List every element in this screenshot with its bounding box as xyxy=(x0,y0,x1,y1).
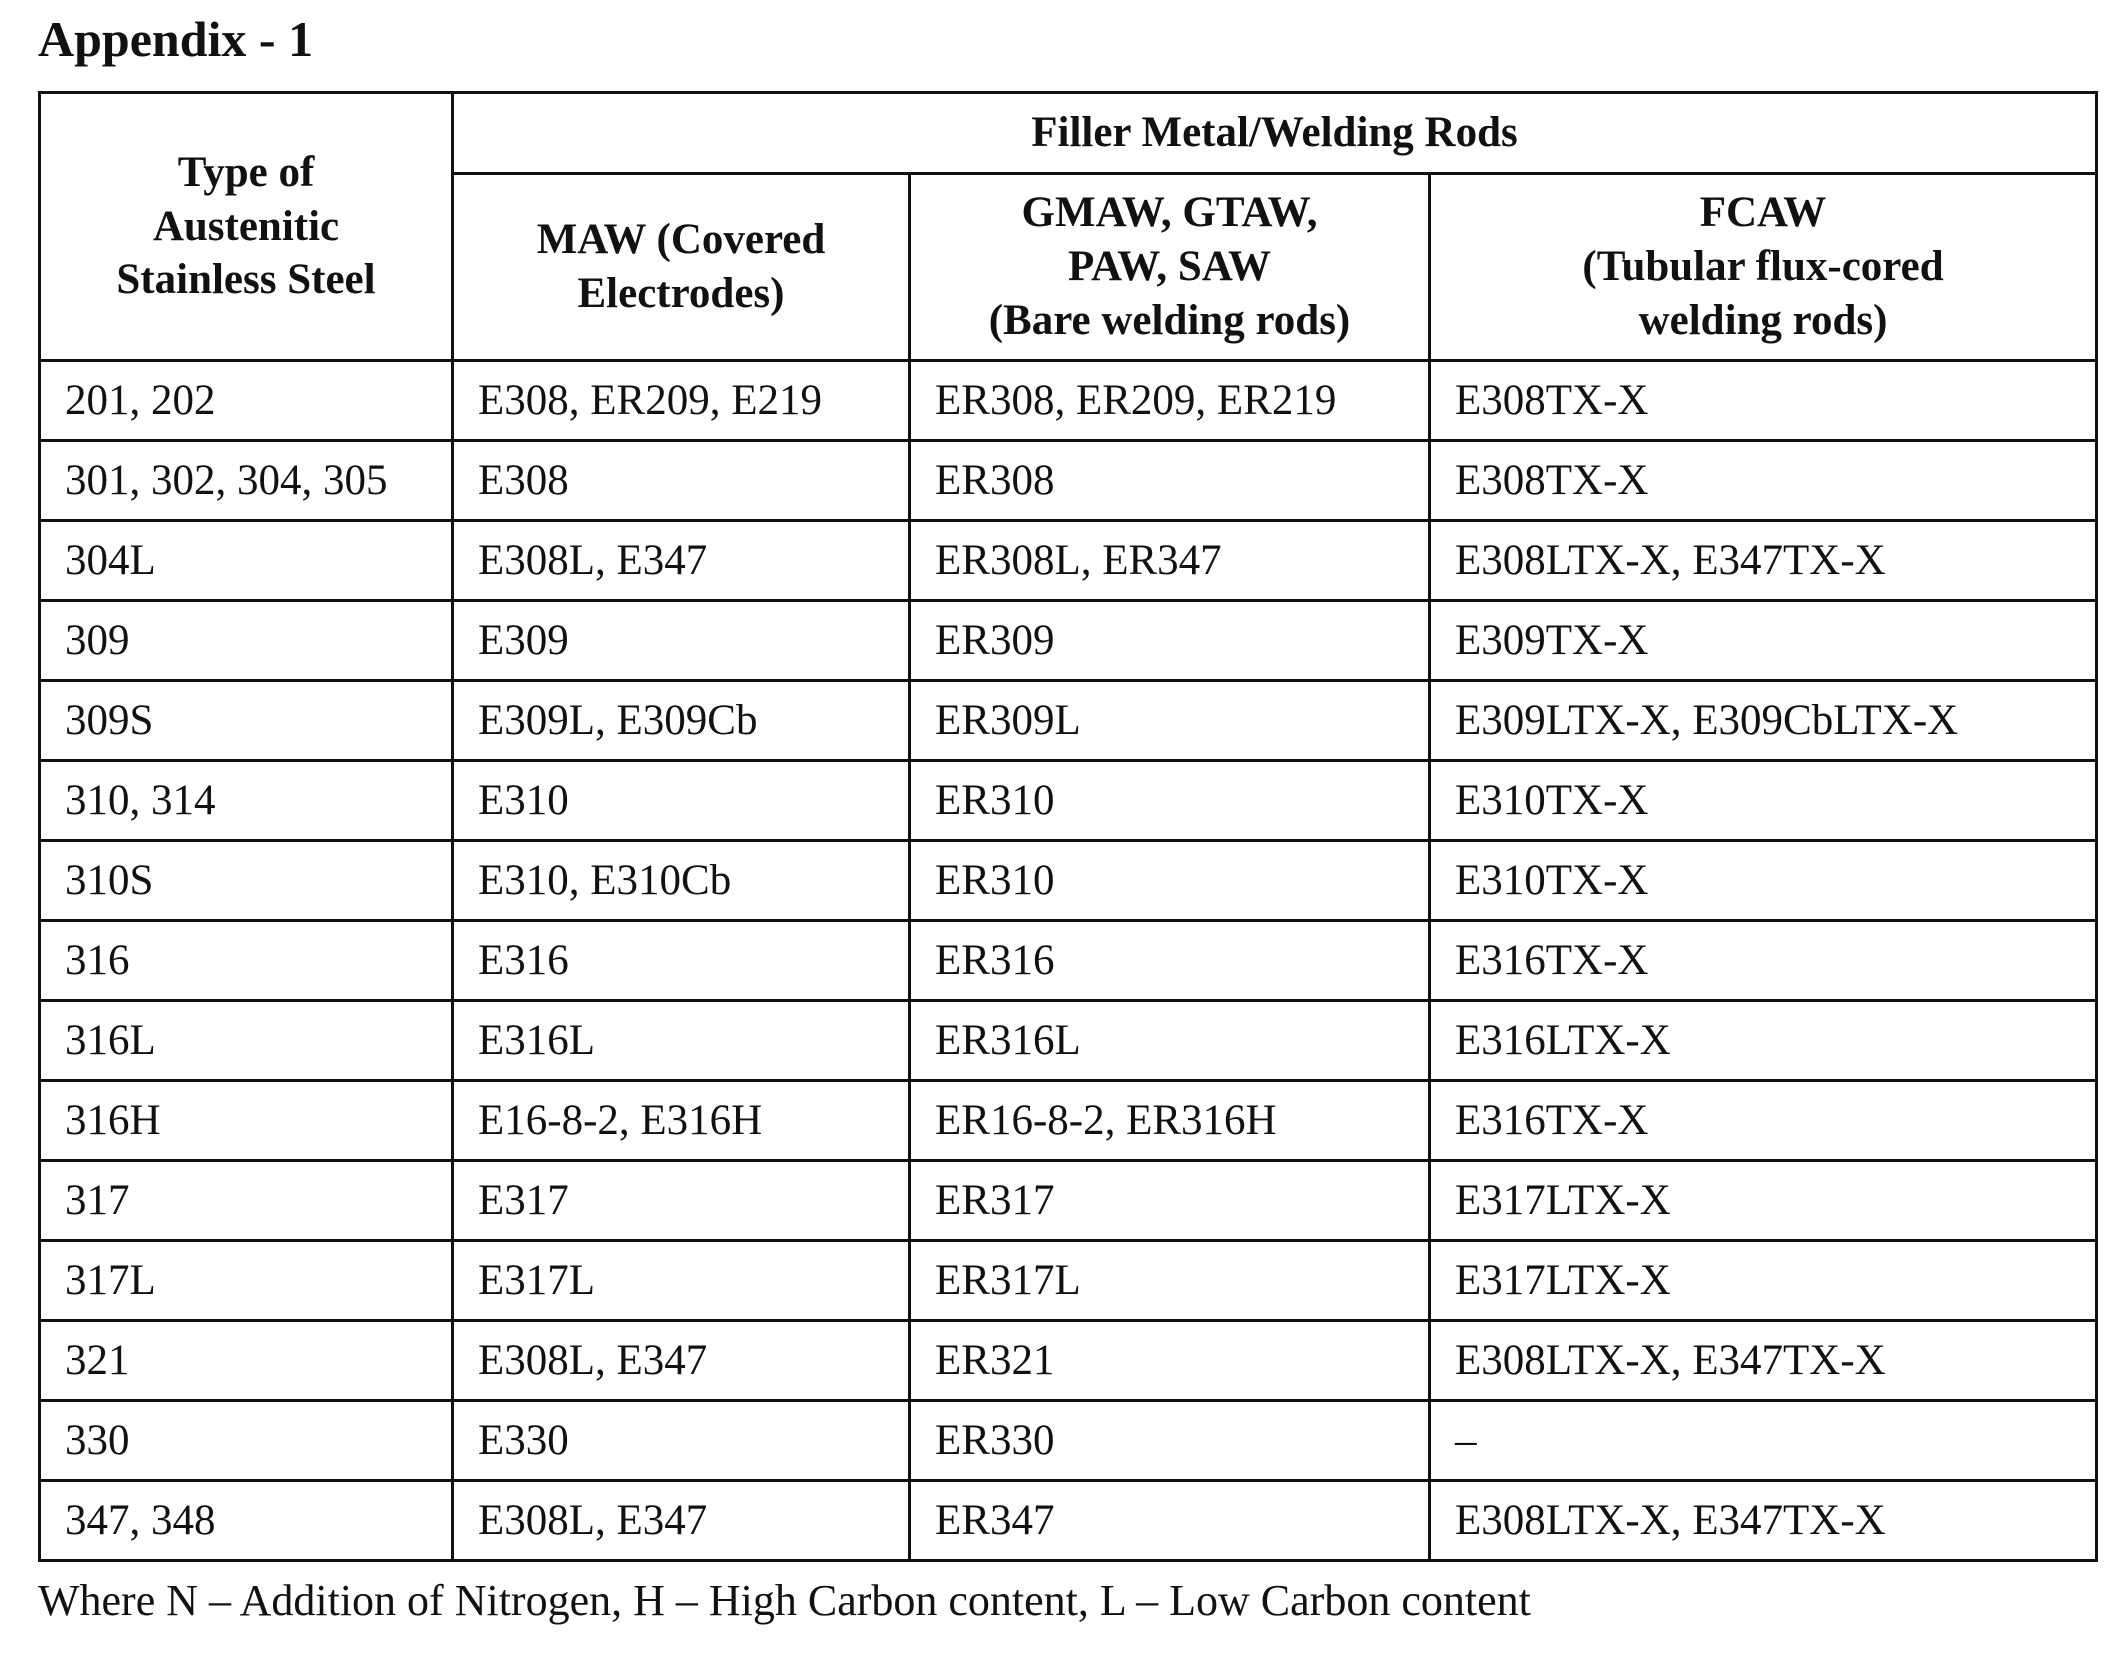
fcaw-cell: E316LTX-X xyxy=(1430,1001,2097,1081)
gmaw-column-header xyxy=(910,174,1430,361)
gmaw-header-line: PAW, SAW xyxy=(1067,243,1272,291)
maw-header-line: Electrodes) xyxy=(577,270,785,317)
steel-type-cell: 316L xyxy=(40,1001,453,1081)
steel-type-cell: 309S xyxy=(40,681,453,761)
table-row xyxy=(40,441,2097,521)
steel-type-cell: 317L xyxy=(40,1241,453,1321)
steel-type-header-line: Type of xyxy=(177,148,315,196)
steel-type-header xyxy=(40,93,453,361)
maw-cell: E330 xyxy=(453,1401,910,1481)
fcaw-cell: E309TX-X xyxy=(1430,601,2097,681)
gmaw-cell: ER330 xyxy=(910,1401,1430,1481)
steel-type-cell: 310, 314 xyxy=(40,761,453,841)
gmaw-header-line: (Bare welding rods) xyxy=(988,296,1351,344)
fcaw-cell: E316TX-X xyxy=(1430,1081,2097,1161)
gmaw-cell: ER308L, ER347 xyxy=(910,521,1430,601)
table-row xyxy=(40,761,2097,841)
gmaw-cell: ER309 xyxy=(910,601,1430,681)
gmaw-cell: ER317L xyxy=(910,1241,1430,1321)
table-row xyxy=(40,1321,2097,1401)
filler-metal-group-header: Filler Metal/Welding Rods xyxy=(453,93,2097,174)
page-title: Appendix - 1 xyxy=(38,11,314,67)
gmaw-cell: ER316L xyxy=(910,1001,1430,1081)
table-row xyxy=(40,841,2097,921)
fcaw-cell: E310TX-X xyxy=(1430,841,2097,921)
fcaw-cell: E308TX-X xyxy=(1430,361,2097,441)
fcaw-cell: E310TX-X xyxy=(1430,761,2097,841)
fcaw-cell: E308LTX-X, E347TX-X xyxy=(1430,1321,2097,1401)
fcaw-cell: E317LTX-X xyxy=(1430,1241,2097,1321)
table-row xyxy=(40,361,2097,441)
steel-type-cell: 330 xyxy=(40,1401,453,1481)
table-row xyxy=(40,1241,2097,1321)
footnote: Where N – Addition of Nitrogen, H – High Carbon content, L – Low Carbon content xyxy=(38,1576,1531,1625)
table-row xyxy=(40,1081,2097,1161)
maw-cell: E317 xyxy=(453,1161,910,1241)
header-row-group xyxy=(40,93,2097,174)
fcaw-column-header xyxy=(1430,174,2097,361)
fcaw-cell: E308LTX-X, E347TX-X xyxy=(1430,1481,2097,1561)
steel-type-cell: 201, 202 xyxy=(40,361,453,441)
steel-type-cell: 310S xyxy=(40,841,453,921)
maw-column-header xyxy=(453,174,910,361)
gmaw-cell: ER310 xyxy=(910,841,1430,921)
steel-type-cell: 316H xyxy=(40,1081,453,1161)
steel-type-header-line: Stainless Steel xyxy=(116,256,376,304)
table-row xyxy=(40,921,2097,1001)
steel-type-cell: 316 xyxy=(40,921,453,1001)
maw-cell: E316L xyxy=(453,1001,910,1081)
fcaw-cell: – xyxy=(1430,1401,2097,1481)
maw-cell: E317L xyxy=(453,1241,910,1321)
table-row xyxy=(40,1161,2097,1241)
gmaw-cell: ER316 xyxy=(910,921,1430,1001)
gmaw-cell: ER310 xyxy=(910,761,1430,841)
steel-type-cell: 347, 348 xyxy=(40,1481,453,1561)
maw-cell: E308L, E347 xyxy=(453,1481,910,1561)
steel-type-cell: 309 xyxy=(40,601,453,681)
fcaw-cell: E308LTX-X, E347TX-X xyxy=(1430,521,2097,601)
gmaw-cell: ER308 xyxy=(910,441,1430,521)
table-row xyxy=(40,1001,2097,1081)
fcaw-header-line: FCAW xyxy=(1699,189,1827,237)
gmaw-cell: ER16-8-2, ER316H xyxy=(910,1081,1430,1161)
steel-type-cell: 321 xyxy=(40,1321,453,1401)
maw-header-line: MAW (Covered xyxy=(536,216,826,264)
maw-cell: E308 xyxy=(453,441,910,521)
maw-cell: E16-8-2, E316H xyxy=(453,1081,910,1161)
fcaw-header-line: welding rods) xyxy=(1638,296,1888,344)
table-row xyxy=(40,521,2097,601)
table-row xyxy=(40,1401,2097,1481)
fcaw-header-line: (Tubular flux-cored xyxy=(1582,243,1944,291)
table-body xyxy=(40,361,2097,1561)
maw-cell: E316 xyxy=(453,921,910,1001)
maw-cell: E308L, E347 xyxy=(453,1321,910,1401)
table-row xyxy=(40,601,2097,681)
fcaw-cell: E317LTX-X xyxy=(1430,1161,2097,1241)
steel-type-cell: 304L xyxy=(40,521,453,601)
maw-cell: E308, ER209, E219 xyxy=(453,361,910,441)
fcaw-cell: E316TX-X xyxy=(1430,921,2097,1001)
steel-type-header-line: Austenitic xyxy=(152,202,340,250)
maw-cell: E308L, E347 xyxy=(453,521,910,601)
filler-metal-table xyxy=(38,91,2098,1562)
maw-cell: E310, E310Cb xyxy=(453,841,910,921)
gmaw-cell: ER309L xyxy=(910,681,1430,761)
fcaw-cell: E308TX-X xyxy=(1430,441,2097,521)
maw-cell: E309L, E309Cb xyxy=(453,681,910,761)
steel-type-cell: 317 xyxy=(40,1161,453,1241)
steel-type-cell: 301, 302, 304, 305 xyxy=(40,441,453,521)
maw-cell: E310 xyxy=(453,761,910,841)
table-row xyxy=(40,681,2097,761)
gmaw-cell: ER317 xyxy=(910,1161,1430,1241)
gmaw-header-line: GMAW, GTAW, xyxy=(1021,189,1318,237)
maw-cell: E309 xyxy=(453,601,910,681)
fcaw-cell: E309LTX-X, E309CbLTX-X xyxy=(1430,681,2097,761)
table-row xyxy=(40,1481,2097,1561)
gmaw-cell: ER321 xyxy=(910,1321,1430,1401)
gmaw-cell: ER308, ER209, ER219 xyxy=(910,361,1430,441)
gmaw-cell: ER347 xyxy=(910,1481,1430,1561)
